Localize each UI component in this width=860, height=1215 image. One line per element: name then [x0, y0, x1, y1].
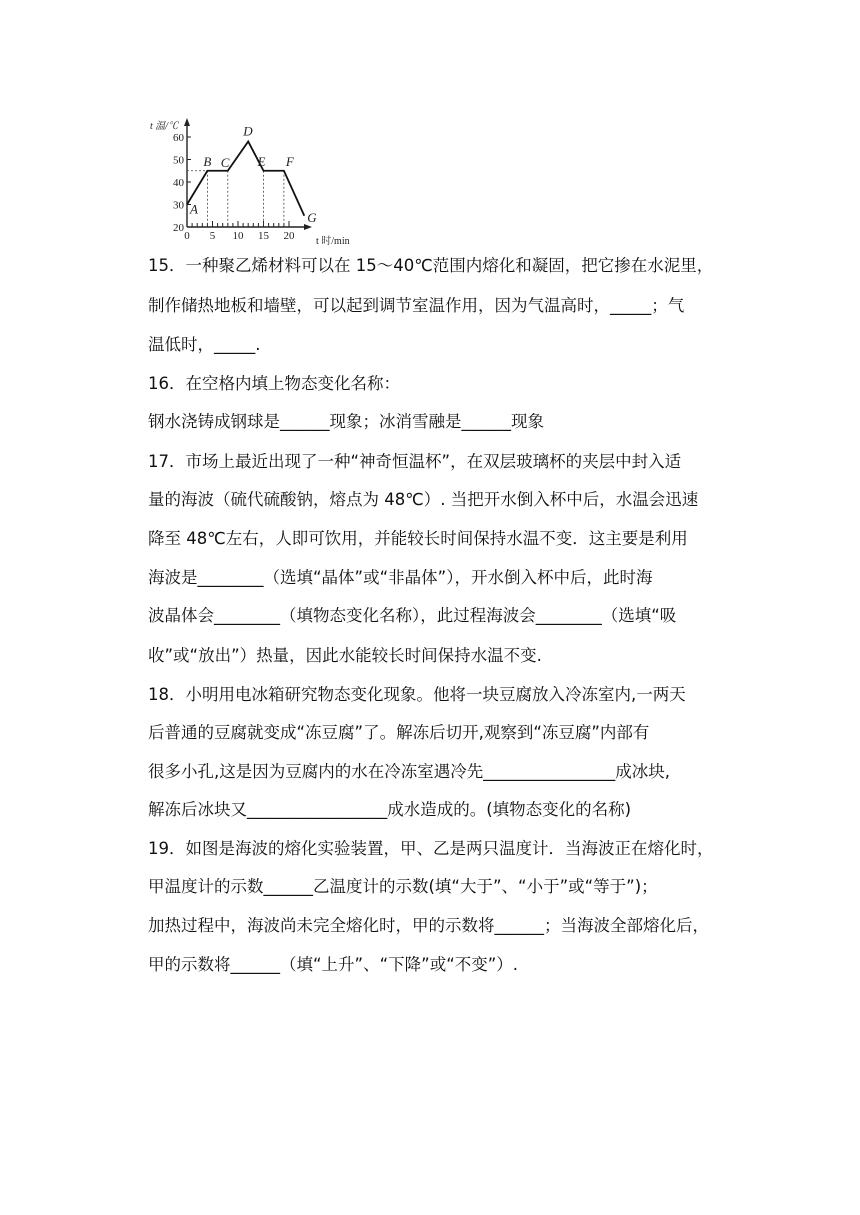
x-tick-label: 15 — [258, 230, 269, 242]
text-line: 17．市场上最近出现了一种“神奇恒温杯”，在双层玻璃杯的夹层中封入适 — [148, 452, 682, 471]
text-line: 钢水浇铸成钢球是______现象；冰消雪融是______现象 — [148, 412, 544, 431]
x-axis-arrow — [304, 224, 312, 230]
text-line: 甲温度计的示数______乙温度计的示数(填“大于”、“小于”或“等于”)； — [148, 877, 658, 896]
point-label: D — [243, 123, 253, 139]
y-tick-label: 40 — [173, 177, 184, 189]
text-line: 后普通的豆腐就变成“冻豆腐”了。解冻后切开,观察到“冻豆腐”内部有 — [148, 723, 650, 742]
temperature-time-graph — [140, 112, 365, 252]
y-tick-label: 60 — [173, 132, 184, 144]
x-tick-label: 0 — [184, 230, 190, 242]
x-tick-label: 20 — [283, 230, 295, 242]
y-tick-label: 20 — [173, 222, 184, 234]
text-line: 19．如图是海波的熔化实验装置，甲、乙是两只温度计．当海波正在熔化时， — [148, 839, 714, 858]
x-tick-label: 10 — [232, 230, 244, 242]
point-label: A — [190, 201, 198, 217]
x-axis-label: t 时/min — [316, 236, 350, 247]
y-tick-label: 30 — [173, 199, 184, 212]
text-line: 解冻后冰块又_________________成水造成的。(填物态变化的名称) — [148, 800, 632, 819]
text-line: 甲的示数将______（填“上升”、“下降”或“不变”）. — [148, 955, 519, 974]
text-line: 收”或“放出”）热量，因此水能较长时间保持水温不变. — [148, 646, 542, 665]
text-line: 温低时，_____. — [148, 335, 261, 354]
text-line: 海波是________（选填“晶体”或“非晶体”），开水倒入杯中后，此时海 — [148, 568, 653, 587]
text-line: 量的海波（硫代硫酸钠，熔点为 48℃）. 当把开水倒入杯中后，水温会迅速 — [148, 490, 699, 509]
text-line: 降至 48℃左右，人即可饮用，并能较长时间保持水温不变．这主要是利用 — [148, 529, 688, 548]
point-label: G — [307, 209, 317, 225]
text-line: 18．小明用电冰箱研究物态变化现象。他将一块豆腐放入冷冻室内,一两天 — [148, 685, 686, 704]
point-label: F — [285, 153, 294, 169]
y-axis-arrow — [184, 118, 190, 126]
axis-ticks — [187, 137, 289, 227]
y-axis-label: t 温/℃ — [150, 121, 179, 132]
text-line: 加热过程中，海波尚未完全熔化时，甲的示数将______；当海波全部熔化后， — [148, 916, 709, 935]
text-line: 波晶体会________（填物态变化名称），此过程海波会________（选填“吸 — [148, 606, 677, 625]
text-line: 15．一种聚乙烯材料可以在 15～40℃范围内熔化和凝固，把它掺在水泥里， — [148, 256, 714, 275]
point-label: C — [220, 154, 230, 170]
point-label: E — [257, 153, 266, 169]
melting-curve — [187, 142, 304, 216]
y-tick-label: 50 — [173, 154, 184, 167]
x-tick-label: 5 — [209, 230, 216, 242]
text-line: 16．在空格内填上物态变化名称： — [148, 374, 400, 393]
text-line: 制作储热地板和墙壁，可以起到调节室温作用，因为气温高时，_____；气 — [148, 296, 685, 315]
text-line: 很多小孔,这是因为豆腐内的水在冷冻室遇冷先________________成冰块, — [148, 762, 670, 781]
point-label: B — [203, 153, 212, 169]
